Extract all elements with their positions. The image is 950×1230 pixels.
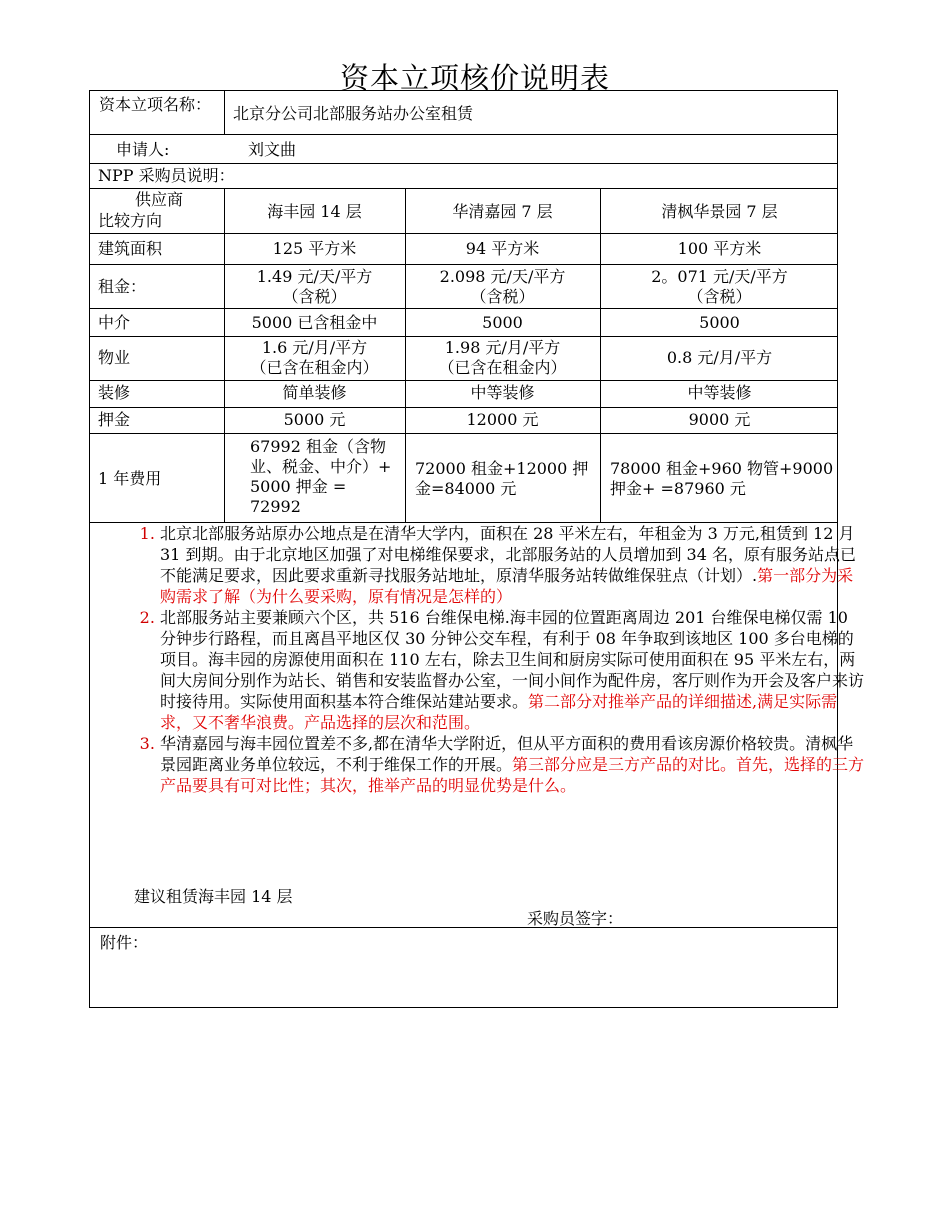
row-label: 建筑面积	[98, 239, 163, 258]
supplier-name: 华清嘉园 7 层	[452, 202, 553, 221]
table-cell: 94 平方米	[465, 239, 540, 258]
table-cell: 5000 元	[283, 410, 346, 429]
note-comment: 第三部分应是三方产品的对比。首先，选择的三方产品要具有可对比性；其次，推举产品的明显优势是什么。	[160, 755, 865, 795]
table-cell: 5000	[699, 313, 740, 332]
table-cell: 简单装修	[282, 383, 347, 402]
table-cell: 0.8 元/月/平方	[666, 348, 773, 367]
table-cell: 2.098 元/天/平方 （含税）	[439, 267, 566, 306]
table-cell: 5000	[482, 313, 523, 332]
row-label: 1 年费用	[98, 469, 162, 488]
table-cell: 12000 元	[466, 410, 539, 429]
project-name-label: 资本立项名称：	[99, 95, 212, 114]
project-name-value: 北京分公司北部服务站办公室租赁	[233, 104, 474, 123]
corner-bottom: 比较方向	[98, 211, 163, 230]
table-cell: 67992 租金（含物业、税金、中介）+ 5000 押金 = 72992	[250, 437, 408, 516]
applicant-value: 刘文曲	[248, 140, 297, 159]
list-item	[160, 733, 865, 796]
applicant-label: 申请人:	[116, 140, 170, 159]
table-cell: 100 平方米	[677, 239, 762, 258]
supplier-name: 海丰园 14 层	[267, 202, 362, 221]
table-cell: 2。071 元/天/平方 （含税）	[651, 267, 788, 306]
supplier-name: 清枫华景园 7 层	[661, 202, 778, 221]
attachment-label: 附件：	[100, 933, 149, 952]
row-label: 中介	[98, 313, 131, 332]
row-label: 装修	[98, 383, 131, 402]
note-comment: 第二部分对推举产品的详细描述,满足实际需求，又不奢华浪费。产品选择的层次和范围。	[160, 692, 838, 732]
note-text: 北京北部服务站原办公地点是在清华大学内，面积在 28 平米左右，年租金为 3 万元,租赁到 12 月 31 到期。由于北京地区加强了对电梯维保要求，北部服务站的人员增加到 34 名，原有服务站点已不能满足要求，因此要求重新寻找服务站地址，原清华服务站转做维保驻点（计划）.	[160, 524, 856, 585]
corner-top: 供应商	[134, 190, 183, 209]
list-item	[160, 607, 865, 733]
row-label: 押金	[98, 410, 131, 429]
document-title: 资本立项核价说明表	[339, 61, 610, 95]
table-cell: 5000 已含租金中	[251, 313, 378, 332]
table-cell: 中等装修	[470, 383, 535, 402]
recommendation-text: 建议租赁海丰园 14 层	[134, 887, 293, 906]
table-cell: 中等装修	[687, 383, 752, 402]
row-label: 物业	[98, 348, 131, 367]
table-cell: 1.6 元/月/平方 （已含在租金内）	[250, 338, 379, 377]
note-text: 华清嘉园与海丰园位置差不多,都在清华大学附近，但从平方面积的费用看该房源价格较贵。清枫华景园距离业务单位较远，不利于维保工作的开展。	[160, 734, 854, 774]
notes-list	[132, 523, 865, 796]
table-cell: 9000 元	[688, 410, 751, 429]
signature-label: 采购员签字：	[527, 909, 624, 928]
table-cell: 125 平方米	[272, 239, 357, 258]
note-comment: 第一部分为采购需求了解（为什么要采购，原有情况是怎样的）	[160, 566, 854, 606]
table-cell: 1.49 元/天/平方 （含税）	[256, 267, 373, 306]
npp-label: NPP 采购员说明：	[98, 166, 235, 185]
form-table	[89, 90, 865, 1008]
note-text: 北部服务站主要兼顾六个区，共 516 台维保电梯.海丰园的位置距离周边 201 台维保电梯仅需 10 分钟步行路程，而且离昌平地区仅 30 分钟公交车程，有利于 08 年争取到该地区 100 多台电梯的项目。海丰园的房源使用面积在 110 左右，除去卫生间和厨房实际可使用面积在 95 平米左右，两间大房间分别作为站长、销售和安装监督办公室，一间小间作为配件房，客厅则作为开会及客户来访时接待用。实际使用面积基本符合维保站建站要求。	[160, 608, 865, 711]
list-item	[160, 523, 865, 607]
table-cell: 72000 租金+12000 押金=84000 元	[415, 459, 589, 498]
table-cell: 78000 租金+960 物管+9000 押金+ =87960 元	[610, 459, 834, 498]
table-cell: 1.98 元/月/平方 （已含在租金内）	[438, 338, 567, 377]
row-label: 租金：	[98, 277, 147, 296]
